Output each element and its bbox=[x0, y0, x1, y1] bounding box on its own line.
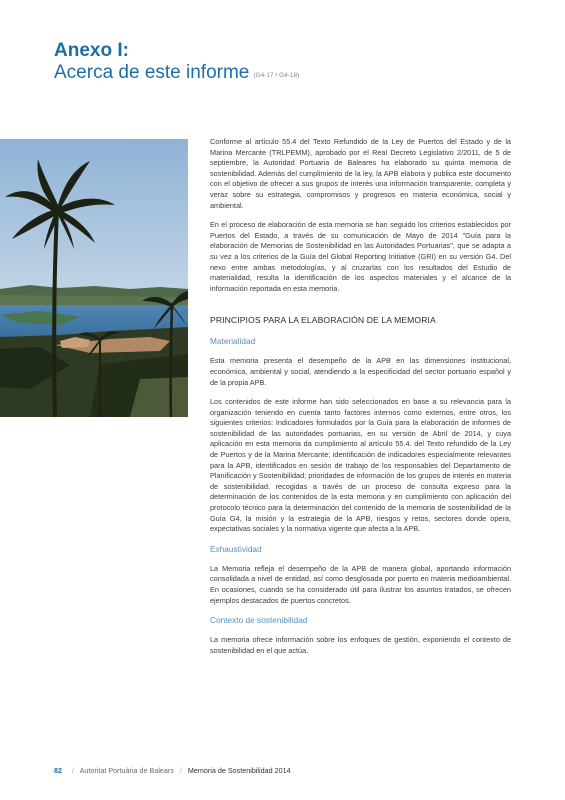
main-content bbox=[210, 137, 511, 665]
exhaustividad-heading: Exhaustividad bbox=[210, 543, 262, 554]
harbour-photo bbox=[0, 139, 188, 417]
intro-paragraph: Conforme al artículo 55.4 del Texto Refundido de la Ley de Puertos del Estado y de la Marina Mercante (TRLPEMM), aprobado por el Real Decreto Legislativo 2/2011, de 5 de septiembre, la Autoridad Portuaria de Baleares ha elaborado su quinta memoria de sostenibilidad. Además del cumplimiento de la ley, la APB elabora y publica este documento con el objetivo de ofrecer a sus grupos de interés una información transparente, completa y veraz sobre su estrategia, compromisos y progresos en materia económica, social y ambiental. bbox=[210, 137, 511, 210]
footer-separator: / bbox=[72, 766, 74, 775]
footer-organization: Autoritat Portuària de Balears bbox=[79, 766, 174, 775]
gri-reference: (G4-17 / G4-18) bbox=[253, 72, 300, 79]
exhaustividad-paragraph: La Memoria refleja el desempeño de la APB de manera global, aportando información consolidada a nivel de entidad, así como desglosada por puerto en materia medioambiental. En ocasiones, cuando se ha considerado útil para ilustrar los asuntos tratados, se ofrecen ejemplos destacados de puertos concretos. bbox=[210, 563, 511, 605]
page-title: Anexo I: bbox=[54, 40, 129, 61]
page-header bbox=[54, 40, 299, 87]
footer-report-name: Memoria de Sostenibilidad 2014 bbox=[187, 766, 291, 775]
page-footer bbox=[54, 766, 291, 775]
materialidad-heading: Materialidad bbox=[210, 336, 256, 347]
page-number: 82 bbox=[54, 766, 62, 775]
footer-separator: / bbox=[179, 766, 182, 775]
contexto-paragraph: La memoria ofrece información sobre los enfoques de gestión, exponiendo el contexto de sostenibilidad en el que actúa. bbox=[210, 635, 511, 655]
principles-heading: PRINCIPIOS PARA LA ELABORACIÓN DE LA MEMORIA bbox=[210, 315, 436, 326]
materialidad-paragraph: Esta memoria presenta el desempeño de la APB en las dimensiones institucional, económica, ambiental y social, atendiendo a la especificidad del sector portuario español y de la propia APB. bbox=[210, 356, 511, 387]
contexto-heading: Contexto de sostenibilidad bbox=[210, 615, 308, 626]
page-subtitle bbox=[54, 62, 299, 87]
subtitle-text: Acerca de este informe bbox=[54, 62, 250, 83]
intro-paragraph: En el proceso de elaboración de esta memoria se han seguido los criterios establecidos por Puertos del Estado, a través de su comunicación de Mayo de 2014 "Guía para la elaboración de Memorias de Sostenibilidad en las Autoridades Portuarias", que se adapta a su vez a los criterios de la Guía del Global Reporting Initiative (GRI) en su versión G4. Del nexo entre ambas metodologías, y al cruzarlas con los resultados del Estudio de materialidad, resulta la identificación de los aspectos materiales y el alcance de la información reportada en esta memoria. bbox=[210, 220, 511, 293]
materialidad-paragraph: Los contenidos de este informe han sido seleccionados en base a su relevancia para la organización teniendo en cuenta tanto factores internos como externos, entre otros, los siguientes criterios: Indicadores formulados por la Guía para la elaboración de informes de sostenibilidad de las autoridades portuarias, en su versión de Abril de 2014, y cuya aplicación en esta memoria da cumplimiento al artículo 55.4. del Texto refundido de la Ley de Puertos y de la Marina Mercante; identificación de indicadores especialmente relevantes para la APB, identificados en sesión de trabajo de los responsables del Departamento de Planificación y Sostenibilidad; prioridades de información de los grupos de interés en materia de sostenibilidad, recogidas a través de un proceso de consulta expreso para la determinación de los contenidos de la esta memoria y en cumplimiento con aplicación del protocolo técnico para la determinación del contenido de la memoria de sostenibilidad de la Guía G4, la misión y la estrategia de la APB, riesgos y retos, sectores donde opera, expectativas sociales y la normativa vigente que afecta a la APB. bbox=[210, 397, 511, 534]
